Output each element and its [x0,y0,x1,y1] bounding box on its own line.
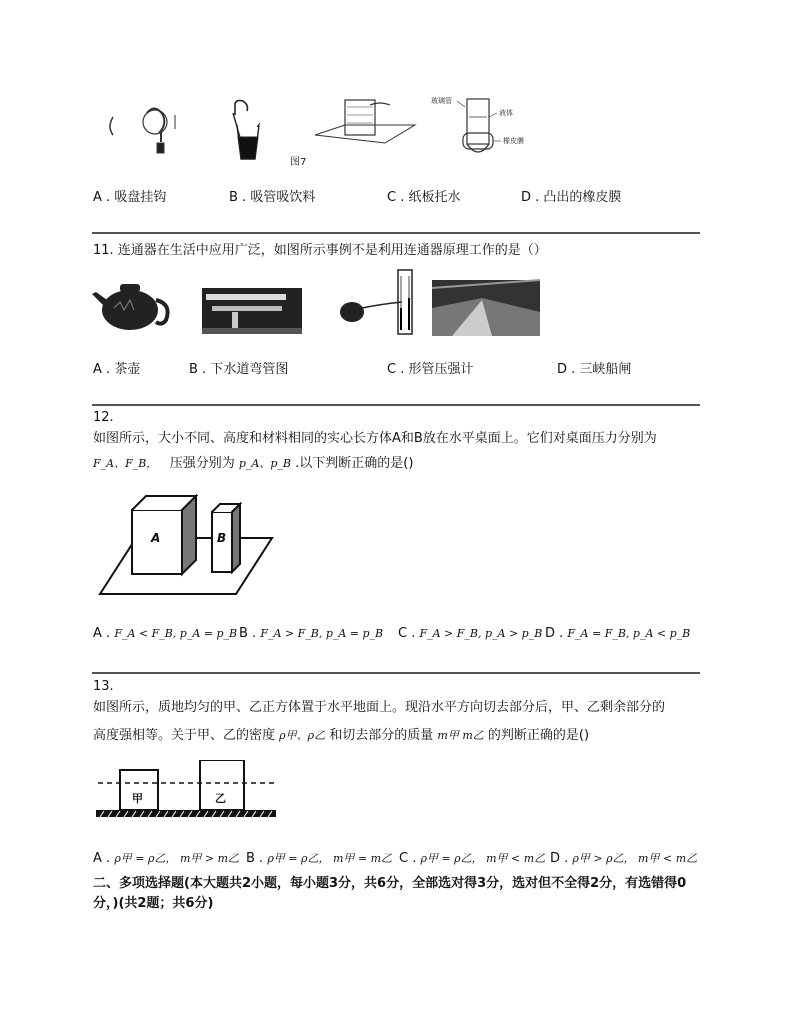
cube-yi-label: 乙 [215,792,226,805]
option-letter: B [246,851,255,866]
q13-option-b[interactable]: B . ρ甲 = ρ乙， m甲 = m乙 [246,851,393,866]
cube-jia-label: 甲 [132,792,143,805]
option-letter: A [93,190,102,205]
stem-text: 的判断正确的是() [487,728,590,743]
divider [92,404,700,406]
q11-figure-row [92,268,552,338]
option-text: 下水道弯管图 [210,362,289,377]
option-text: F_A < F_B, p_A = p_B [114,627,238,640]
q12-option-a[interactable]: A . F_A < F_B, p_A = p_B [93,626,238,641]
option-text: 茶壶 [114,362,141,377]
stem-text: 压强分别为 [169,456,235,471]
option-letter: C [399,851,409,866]
option-text: ρ甲 = ρ乙， m甲 < m乙 [420,852,546,865]
option-text: 三峡船闸 [579,362,632,377]
rubber-membrane-picture [431,96,524,152]
suction-hook-picture [110,108,175,153]
option-letter: A [93,362,102,377]
option-text: F_A = F_B, p_A < p_B [567,627,691,640]
q12-stem-line2 [93,452,413,471]
option-text: ρ甲 = ρ乙， m甲 > m乙 [114,852,240,865]
q11-option-a[interactable]: A . 茶壶 [93,362,141,377]
section2-heading-line1: 二、多项选择题(本大题共2小题，每小题3分，共6分，全部选对得3分，选对但不全得2分，有选错得0 [93,876,687,891]
option-letter: C [387,190,397,205]
option-letter: C [398,626,408,641]
q13-option-d[interactable]: D . ρ甲 > ρ乙， m甲 < m乙 [550,851,698,866]
option-letter: B [229,190,238,205]
q12-option-d[interactable]: D . F_A = F_B, p_A < p_B [545,626,691,641]
q12-option-b[interactable]: B . F_A > F_B, p_A = p_B [239,626,384,641]
q12-option-c[interactable]: C . F_A > F_B, p_A > p_B [398,626,543,641]
option-letter: A [93,626,102,641]
stem-text: 和切去部分的质量 [329,728,434,743]
divider [92,672,700,674]
option-text: F_A > F_B, p_A > p_B [419,627,543,640]
option-letter: D [545,626,556,641]
option-letter: D [521,190,532,205]
q13-number: 13. [93,679,114,694]
fig7-label: 图7 [290,157,307,168]
membrane-label: 橡皮膜 [503,137,524,145]
block-b-label: B [217,531,227,545]
drain-pipe-picture [202,288,302,334]
option-letter: C [387,362,397,377]
q10-option-b[interactable]: B . 吸管吸饮料 [229,190,316,205]
q12-number: 12. [93,410,114,425]
q13-stem-line1: 如图所示，质地均匀的甲、乙正方体置于水平地面上。现沿水平方向切去部分后，甲、乙剩余部分的 [93,700,666,715]
forces-expression: F_A、F_B， [93,457,158,470]
density-expression: ρ甲、ρ乙 [279,729,326,742]
option-text: 形管压强计 [408,362,474,377]
q10-option-a[interactable]: A . 吸盘挂钩 [93,190,167,205]
q13-stem-line2 [93,724,589,743]
q10-option-d[interactable]: D . 凸出的橡皮膜 [521,190,622,205]
q12-stem-line1: 如图所示，大小不同、高度和材料相同的实心长方体A和B放在水平桌面上。它们对桌面压力分别为 [93,431,657,446]
q13-option-c[interactable]: C . ρ甲 = ρ乙， m甲 < m乙 [399,851,546,866]
q10-option-c[interactable]: C . 纸板托水 [387,190,461,205]
option-letter: A [93,851,102,866]
straw-drink-picture [233,101,260,160]
option-letter: D [557,362,568,377]
q12-figure [96,490,276,600]
option-text: 吸盘挂钩 [114,190,167,205]
option-text: 吸管吸饮料 [250,190,316,205]
paper-water-picture [290,100,415,168]
option-letter: B [189,362,198,377]
u-tube-manometer-picture [340,270,412,334]
mass-expression: m甲 m乙 [437,729,484,742]
teapot-picture [92,284,168,330]
option-text: F_A > F_B, p_A = p_B [260,627,384,640]
q13-figure [96,760,276,820]
option-letter: B [239,626,248,641]
ship-lock-picture [432,280,540,336]
stem-text: 高度强相等。关于甲、乙的密度 [93,728,276,743]
q11-option-b[interactable]: B . 下水道弯管图 [189,362,289,377]
section2-heading-line2: 分，)(共2题；共6分) [93,896,214,911]
divider [92,232,700,234]
option-text: ρ甲 > ρ乙， m甲 < m乙 [572,852,698,865]
q11-stem: 11. 连通器在生活中应用广泛，如图所示事例不是利用连通器原理工作的是（） [93,243,547,258]
q10-figure-row [95,95,555,170]
glass-tube-label: 玻璃管 [431,97,452,105]
option-text: 凸出的橡皮膜 [543,190,622,205]
block-a-label: A [151,531,161,545]
pressures-expression: p_A、p_B [238,457,291,470]
option-text: 纸板托水 [408,190,461,205]
liquid-label: 液体 [499,109,513,117]
stem-text: .以下判断正确的是() [295,456,414,471]
q13-option-a[interactable]: A . ρ甲 = ρ乙， m甲 > m乙 [93,851,240,866]
option-letter: D [550,851,561,866]
q11-option-d[interactable]: D . 三峡船闸 [557,362,632,377]
option-text: ρ甲 = ρ乙， m甲 = m乙 [267,852,393,865]
q11-option-c[interactable]: C . 形管压强计 [387,362,474,377]
